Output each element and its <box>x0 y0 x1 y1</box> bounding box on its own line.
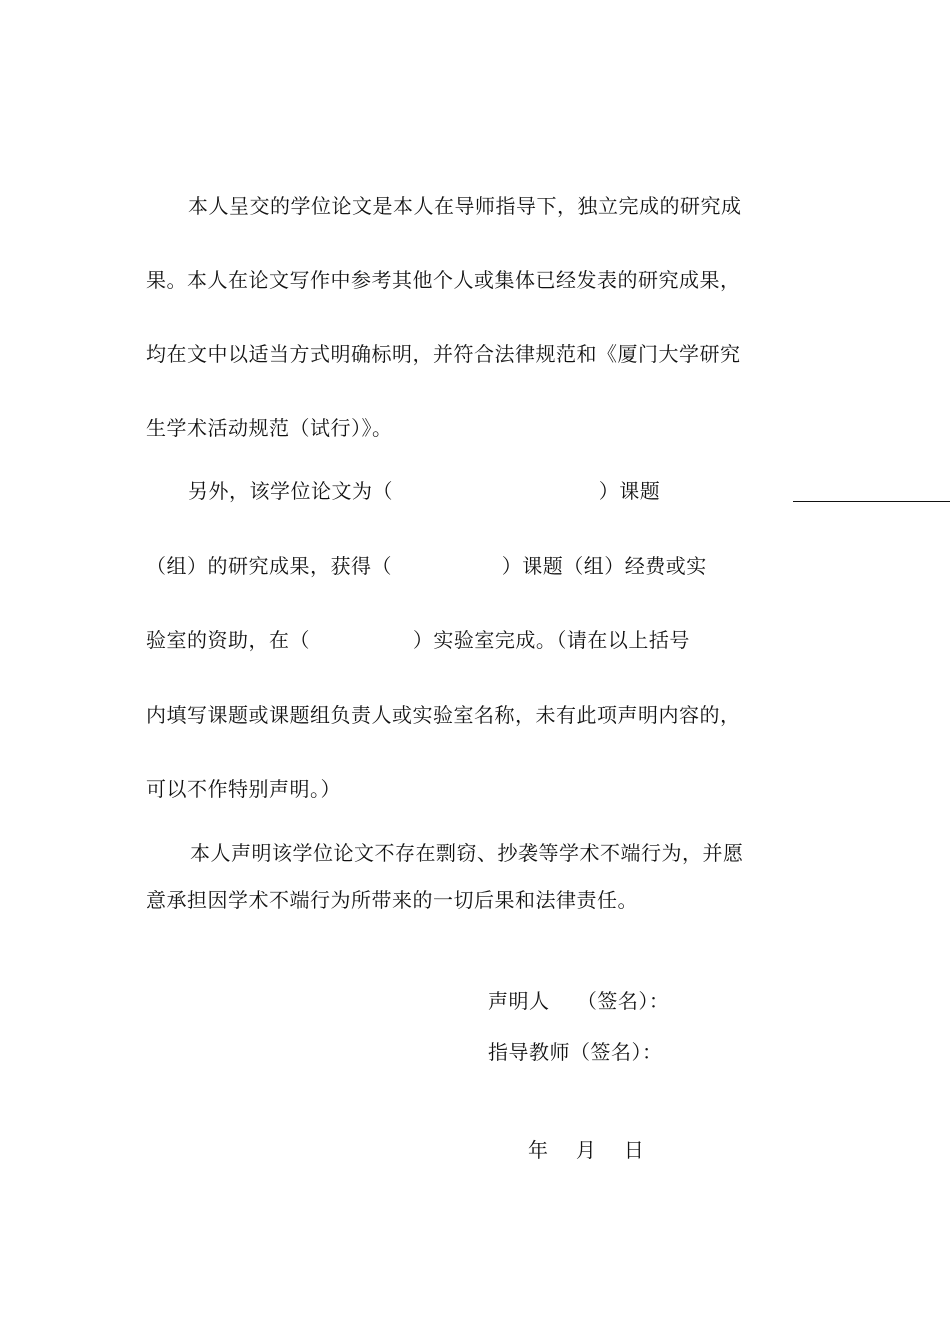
paragraph2-line-3: 验室的资助，在（ ）实验室完成。（请在以上括号 <box>146 628 690 652</box>
paragraph1-line-3: 均在文中以适当方式明确标明，并符合法律规范和《厦门大学研究 <box>146 342 741 366</box>
paragraph3-line-2: 意承担因学术不端行为所带来的一切后果和法律责任。 <box>146 888 638 912</box>
date-label: 年 月 日 <box>528 1138 645 1162</box>
supervisor-signature-label: 指导教师（签名）： <box>488 1040 663 1064</box>
paragraph2-line-1: 另外，该学位论文为（ ）课题 <box>188 479 661 503</box>
paragraph3-line-1: 本人声明该学位论文不存在剽窃、抄袭等学术不端行为，并愿 <box>190 841 744 865</box>
paragraph2-line-5: 可以不作特别声明。） <box>146 777 341 801</box>
underline-rule <box>793 501 950 502</box>
paragraph2-line-4: 内填写课题或课题组负责人或实验室名称，未有此项声明内容的， <box>146 703 741 727</box>
paragraph1-line-1: 本人呈交的学位论文是本人在导师指导下，独立完成的研究成 <box>188 194 742 218</box>
declarant-signature-label: 声明人 （签名）： <box>488 989 670 1013</box>
paragraph1-line-4: 生学术活动规范（试行）》。 <box>146 416 393 440</box>
paragraph2-line-2: （组）的研究成果，获得（ ）课题（组）经费或实 <box>146 554 707 578</box>
paragraph1-line-2: 果。本人在论文写作中参考其他个人或集体已经发表的研究成果， <box>146 268 741 292</box>
